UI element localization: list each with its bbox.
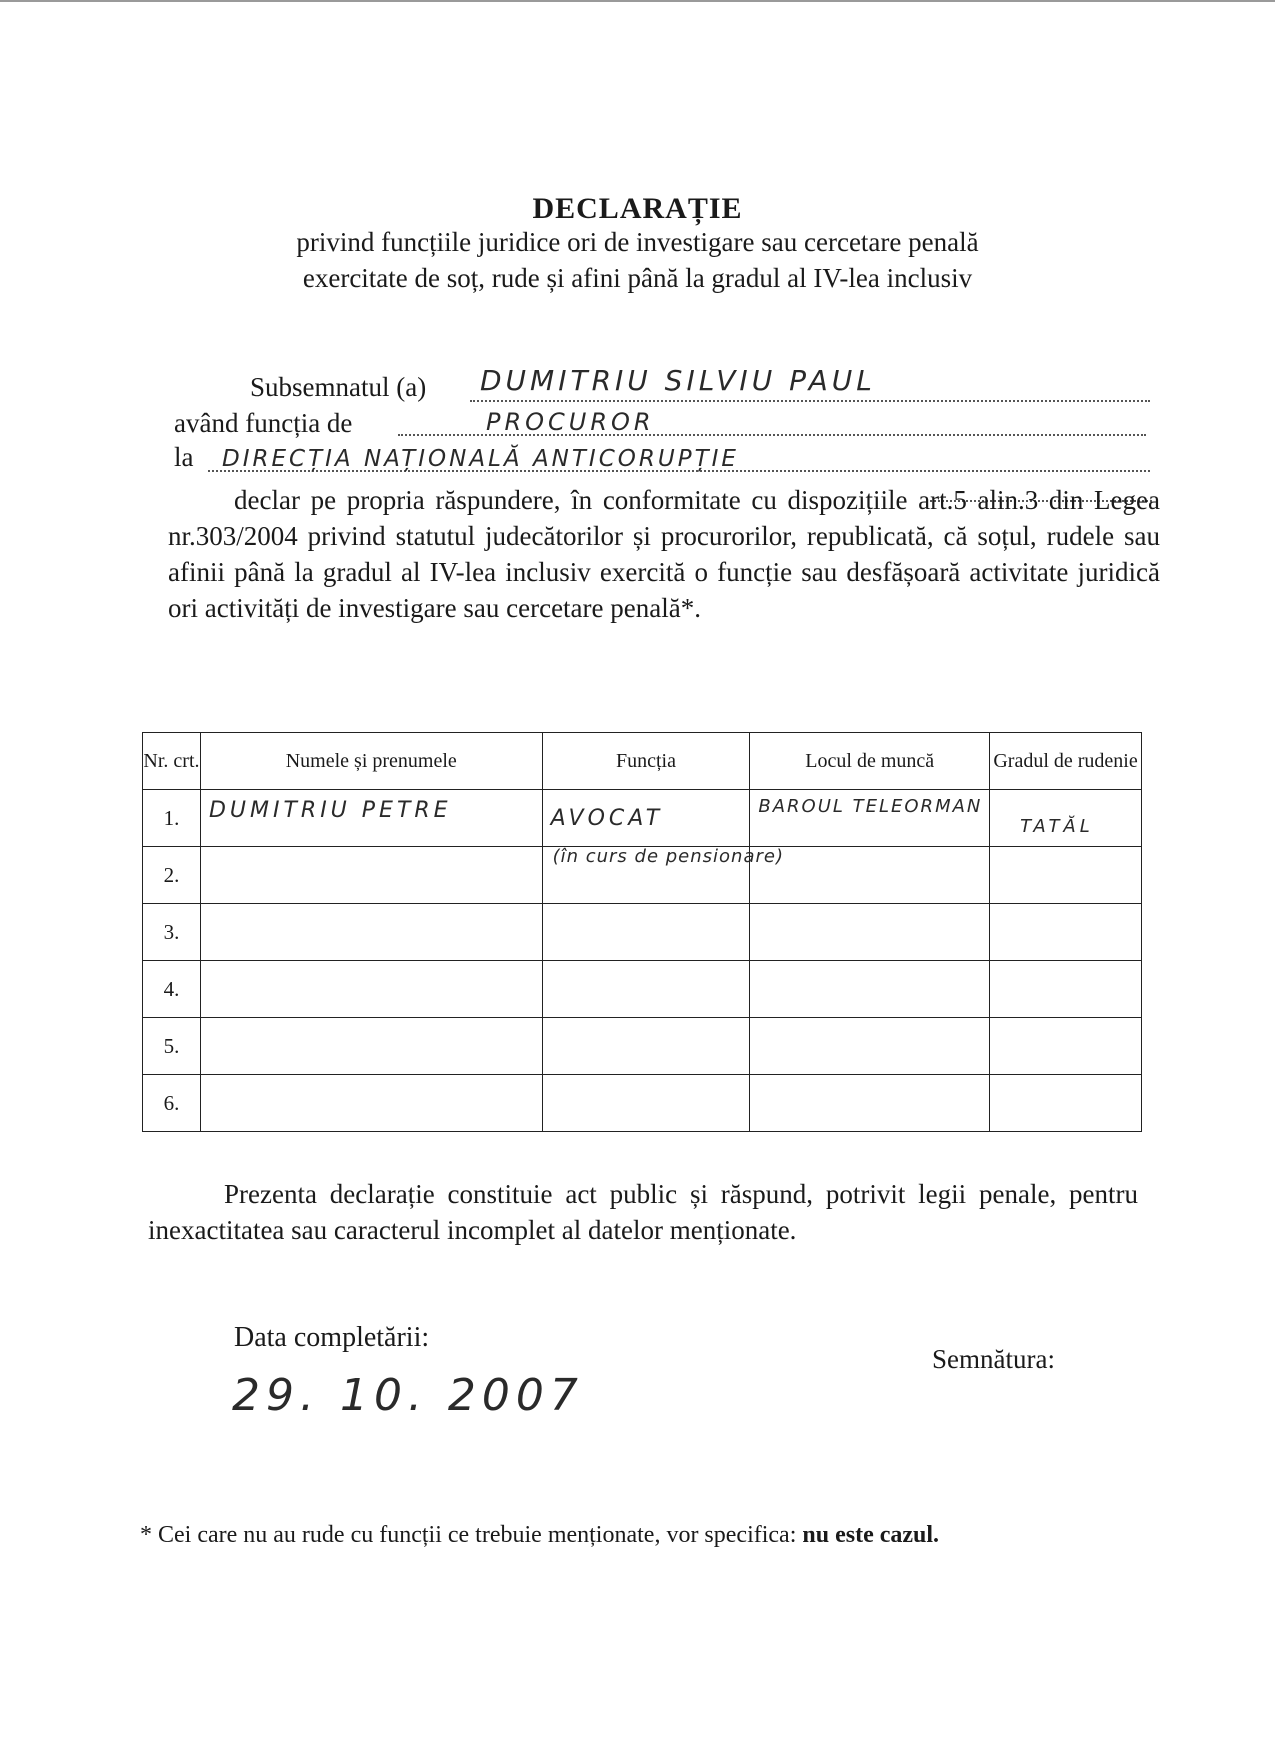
cell-gradul <box>990 904 1142 961</box>
table-row <box>143 1018 1142 1075</box>
table-row <box>143 1075 1142 1132</box>
date-value: 29. 10. 2007 <box>232 1370 584 1421</box>
functia-value: PROCUROR <box>486 408 655 436</box>
cell-gradul <box>990 847 1142 904</box>
cell-functia <box>542 790 784 867</box>
subsemnatul-label: Subsemnatul (a) <box>250 372 427 402</box>
la-value: DIRECȚIA NAȚIONALĂ ANTICORUPȚIE <box>222 446 739 472</box>
row-number: 5. <box>143 1018 201 1075</box>
header-nume: Numele și prenumele <box>200 733 542 790</box>
cell-locul <box>750 961 990 1018</box>
cell-functia <box>542 904 750 961</box>
cell-nume <box>200 904 542 961</box>
subsemnatul-value: DUMITRIU SILVIU PAUL <box>480 364 876 397</box>
header-nr: Nr. crt. <box>143 733 201 790</box>
cell-nume <box>200 1018 542 1075</box>
cell-gradul <box>990 1018 1142 1075</box>
document-title: DECLARAȚIE <box>532 192 743 225</box>
header-gradul: Gradul de rudenie <box>990 733 1142 790</box>
cell-nume <box>200 790 542 847</box>
table-row <box>143 790 1142 847</box>
cell-functia <box>542 961 750 1018</box>
cell-nume <box>200 961 542 1018</box>
date-label: Data completării: <box>234 1322 430 1353</box>
handwritten-gradul: TATĂL <box>1020 816 1094 837</box>
row-number: 6. <box>143 1075 201 1132</box>
functia-label: având funcția de <box>174 408 353 438</box>
cell-gradul <box>990 790 1142 847</box>
header-locul: Locul de muncă <box>750 733 990 790</box>
handwritten-locul: BAROUL TELEORMAN <box>758 796 983 817</box>
handwritten-functia: AVOCAT <box>550 806 664 831</box>
cell-functia <box>542 1018 750 1075</box>
declaration-paragraph: declar pe propria răspundere, în conformitate cu dispozițiile art.5 alin.3 din Legea nr.303/2004 privind statutul judecătorilor și procurorilor, republicată, că soțul, rudele sau afinii până la gradul al IV-lea inclusiv exercită o funcție sau desfășoară activitate juridică ori activități de investigare sau cercetare penală*. <box>168 485 1160 623</box>
footnote <box>140 1522 939 1549</box>
row-number: 2. <box>143 847 201 904</box>
header-functia: Funcția <box>542 733 750 790</box>
table-row <box>143 904 1142 961</box>
cell-locul <box>750 1018 990 1075</box>
la-label: la <box>174 442 194 472</box>
top-border <box>0 0 1275 2</box>
footnote-bold: nu este cazul. <box>802 1522 940 1548</box>
cell-nume <box>200 1075 542 1132</box>
relatives-table <box>142 732 1142 1132</box>
footnote-text: * Cei care nu au rude cu funcții ce trebuie menționate, vor specifica: <box>140 1522 797 1548</box>
signature-label: Semnătura: <box>932 1344 1055 1374</box>
cell-gradul <box>990 1075 1142 1132</box>
cell-gradul <box>990 961 1142 1018</box>
cell-functia <box>542 1075 750 1132</box>
document-subtitle-line-2: exercitate de soț, rude și afini până la gradul al IV-lea inclusiv <box>302 263 973 293</box>
handwritten-functia-note: (în curs de pensionare) <box>552 846 784 867</box>
row-number: 3. <box>143 904 201 961</box>
table-row <box>143 961 1142 1018</box>
dotted-line-name <box>470 400 1150 402</box>
cell-locul <box>750 790 990 847</box>
cell-nume <box>200 847 542 904</box>
closing-paragraph: Prezenta declarație constituie act public și răspund, potrivit legii penale, pentru inexactitatea sau caracterul incomplet al datelor menționate. <box>148 1179 1138 1245</box>
cell-locul <box>750 1075 990 1132</box>
document-subtitle-line-1: privind funcțiile juridice ori de investigare sau cercetare penală <box>296 227 979 257</box>
table-header-row <box>143 733 1142 790</box>
handwritten-nume: DUMITRIU PETRE <box>208 798 452 823</box>
cell-locul <box>750 847 990 904</box>
row-number: 4. <box>143 961 201 1018</box>
row-number: 1. <box>143 790 201 847</box>
cell-locul <box>750 904 990 961</box>
